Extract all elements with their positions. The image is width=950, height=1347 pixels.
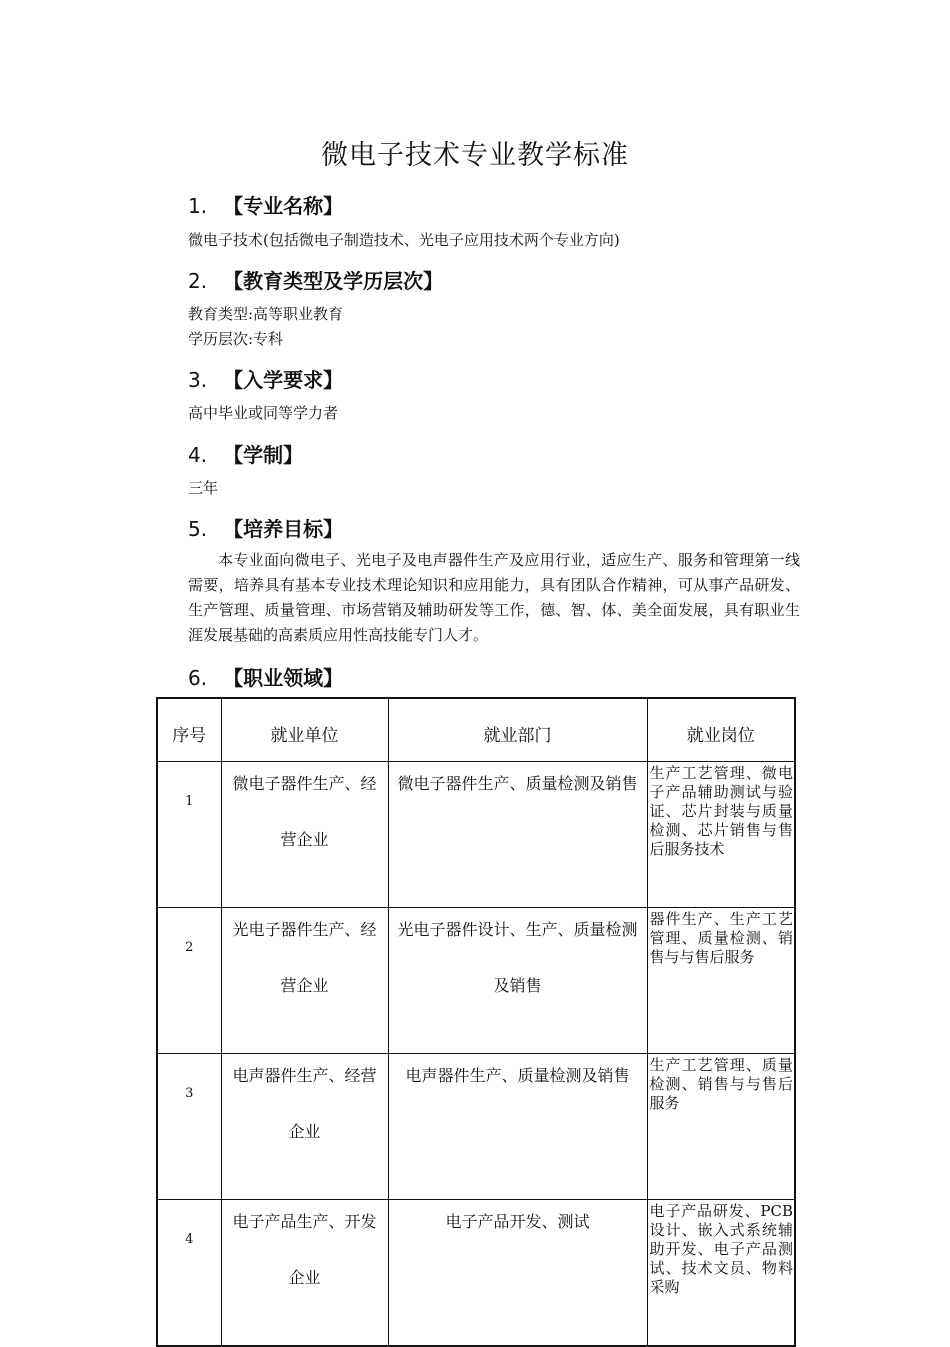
row-unit: 微电子器件生产、经 营企业 (221, 762, 388, 908)
row-num: 1 (157, 762, 221, 908)
row-num: 4 (157, 1200, 221, 1347)
header-num: 序号 (157, 698, 221, 762)
training-goal-paragraph: 本专业面向微电子、光电子及电声器件生产及应用行业，适应生产、服务和管理第一线需要，培养具有基本专业技术理论知识和应用能力，具有团队合作精神，可从事产品研发、生产管理、质量管理、市场营销及辅助研发等工作，德、智、体、美全面发展，具有职业生涯发展基础的高素质应用性高技能专门人才。 (188, 551, 800, 644)
header-post: 就业岗位 (647, 698, 795, 762)
row-post: 生产工艺管理、质量检测、销售与与售后服务 (647, 1054, 795, 1200)
duration-text: 三年 (188, 479, 219, 497)
education-type-text: 教育类型:高等职业教育 (188, 305, 344, 323)
row-dept: 电声器件生产、质量检测及销售 (388, 1054, 647, 1200)
row-num: 2 (157, 908, 221, 1054)
section-heading-5: 5. 【培养目标】 (188, 517, 344, 541)
row-post: 器件生产、生产工艺管理、质量检测、销售与与售后服务 (647, 908, 795, 1054)
career-field-table (156, 697, 796, 1347)
row-unit: 电声器件生产、经营 企业 (221, 1054, 388, 1200)
row-dept: 光电子器件设计、生产、质量检测 及销售 (388, 908, 647, 1054)
section-heading-3: 3. 【入学要求】 (188, 368, 344, 392)
row-unit: 光电子器件生产、经 营企业 (221, 908, 388, 1054)
admission-text: 高中毕业或同等学力者 (188, 404, 339, 422)
table-row (157, 1200, 795, 1347)
row-unit: 电子产品生产、开发 企业 (221, 1200, 388, 1347)
header-dept: 就业部门 (388, 698, 647, 762)
table-header-row (157, 698, 795, 762)
major-name-text: 微电子技术(包括微电子制造技术、光电子应用技术两个专业方向) (188, 231, 620, 249)
section-heading-2: 2. 【教育类型及学历层次】 (188, 269, 444, 293)
row-num: 3 (157, 1054, 221, 1200)
degree-level-text: 学历层次:专科 (188, 330, 284, 348)
row-dept: 电子产品开发、测试 (388, 1200, 647, 1347)
section-heading-6: 6. 【职业领域】 (188, 666, 344, 690)
page-title: 微电子技术专业教学标准 (321, 140, 629, 171)
row-post: 电子产品研发、PCB设计、嵌入式系统辅助开发、电子产品测试、技术文员、物料采购 (647, 1200, 795, 1347)
table-row (157, 762, 795, 908)
table-row (157, 908, 795, 1054)
section-heading-4: 4. 【学制】 (188, 443, 304, 467)
section-heading-1: 1. 【专业名称】 (188, 194, 344, 218)
row-dept: 微电子器件生产、质量检测及销售 (388, 762, 647, 908)
table-row (157, 1054, 795, 1200)
header-unit: 就业单位 (221, 698, 388, 762)
row-post: 生产工艺管理、微电子产品辅助测试与验证、芯片封装与质量检测、芯片销售与售后服务技术 (647, 762, 795, 908)
